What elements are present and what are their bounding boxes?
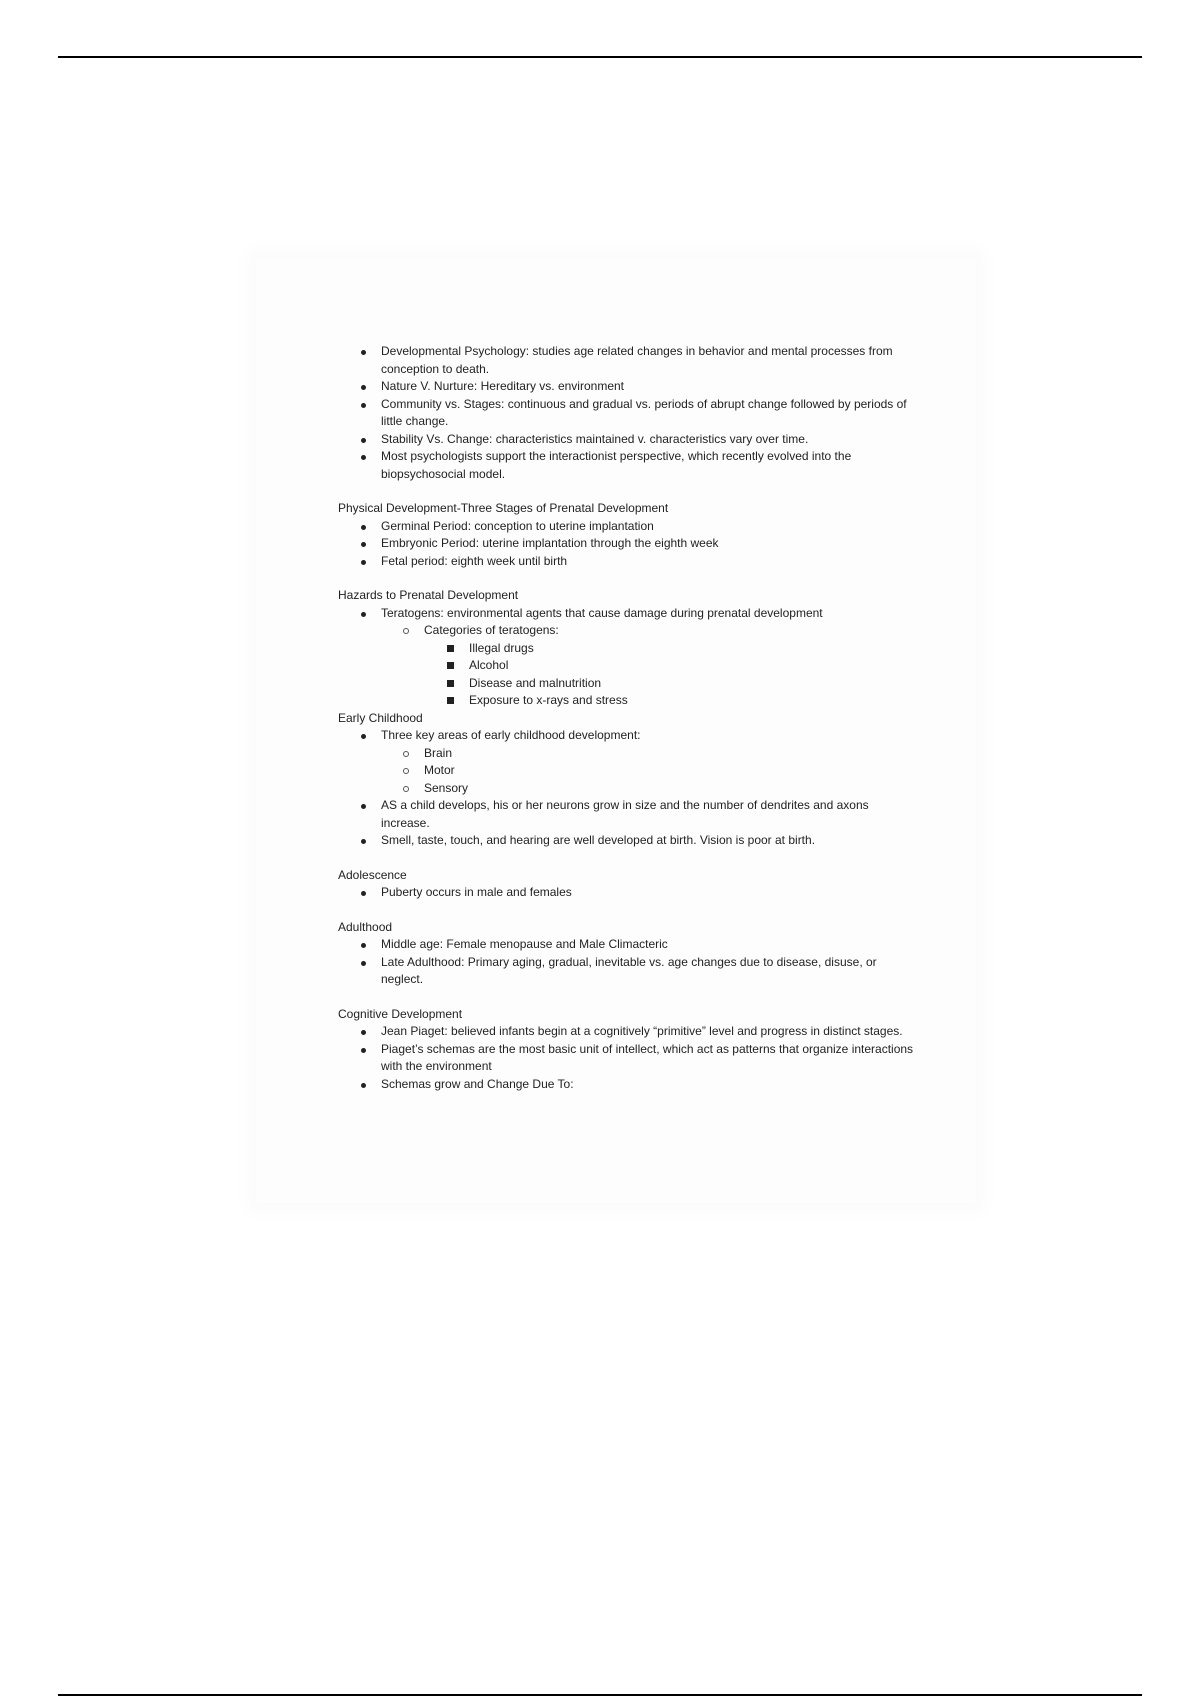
bullet-icon xyxy=(361,943,366,948)
bullet-icon xyxy=(361,438,366,443)
list-item: Middle age: Female menopause and Male Climacteric xyxy=(338,936,918,954)
section-heading-adulthood: Adulthood xyxy=(338,919,393,934)
list-item: Piaget’s schemas are the most basic unit of intellect, which act as patterns that organize interactions with the environment xyxy=(338,1041,918,1076)
bullet-icon xyxy=(361,891,366,896)
square-bullet-icon xyxy=(447,645,454,652)
early-list xyxy=(338,727,918,850)
hazards-list xyxy=(338,605,918,710)
sub-list-item: Motor xyxy=(338,762,918,780)
square-bullet-icon xyxy=(447,662,454,669)
list-item: Schemas grow and Change Due To: xyxy=(338,1076,918,1094)
bullet-icon xyxy=(361,385,366,390)
bullet-icon xyxy=(361,350,366,355)
bullet-icon xyxy=(361,804,366,809)
list-item: AS a child develops, his or her neurons grow in size and the number of dendrites and axons increase. xyxy=(338,797,918,832)
bullet-icon xyxy=(361,734,366,739)
bullet-icon xyxy=(361,1083,366,1088)
sub-list-item: Brain xyxy=(338,745,918,763)
section-heading-physical: Physical Development-Three Stages of Prenatal Development xyxy=(338,501,669,515)
list-item: Embryonic Period: uterine implantation through the eighth week xyxy=(338,535,918,553)
square-bullet-icon xyxy=(447,680,454,687)
notes-content xyxy=(338,343,918,1093)
list-item: Most psychologists support the interactionist perspective, which recently evolved into the biopsychosocial model. xyxy=(338,448,918,483)
top-rule xyxy=(58,56,1142,58)
section-heading-early-childhood: Early Childhood xyxy=(338,710,423,725)
sub-sub-list-item: Exposure to x-rays and stress xyxy=(338,692,918,710)
list-item: Jean Piaget: believed infants begin at a cognitively “primitive” level and progress in distinct stages. xyxy=(338,1023,918,1041)
sub-sub-list-item: Disease and malnutrition xyxy=(338,675,918,693)
bullet-icon xyxy=(361,560,366,565)
bullet-icon xyxy=(361,455,366,460)
list-item: Late Adulthood: Primary aging, gradual, inevitable vs. age changes due to disease, disuse, or neglect. xyxy=(338,954,918,989)
sub-list-item: Sensory xyxy=(338,780,918,798)
bullet-icon xyxy=(361,839,366,844)
list-item: Nature V. Nurture: Hereditary vs. environment xyxy=(338,378,918,396)
sub-sub-list-item: Alcohol xyxy=(338,657,918,675)
hollow-bullet-icon xyxy=(403,786,409,792)
adulthood-list xyxy=(338,936,918,989)
bullet-icon xyxy=(361,1048,366,1053)
list-item: Fetal period: eighth week until birth xyxy=(338,553,918,571)
square-bullet-icon xyxy=(447,697,454,704)
hollow-bullet-icon xyxy=(403,768,409,774)
cognitive-list xyxy=(338,1023,918,1093)
sub-sub-list-item: Illegal drugs xyxy=(338,640,918,658)
bullet-icon xyxy=(361,612,366,617)
section-heading-cognitive: Cognitive Development xyxy=(338,1006,463,1021)
bottom-rule xyxy=(58,1694,1142,1696)
bullet-icon xyxy=(361,961,366,966)
hollow-bullet-icon xyxy=(403,751,409,757)
list-item: Three key areas of early childhood development: xyxy=(338,727,918,745)
bullet-icon xyxy=(361,1030,366,1035)
list-item: Stability Vs. Change: characteristics maintained v. characteristics vary over time. xyxy=(338,431,918,449)
section-heading-hazards: Hazards to Prenatal Development xyxy=(338,588,519,602)
bullet-icon xyxy=(361,525,366,530)
sub-list-item: Categories of teratogens: xyxy=(338,622,918,640)
hollow-bullet-icon xyxy=(403,628,409,634)
physical-list xyxy=(338,518,918,571)
intro-list xyxy=(338,343,918,483)
bullet-icon xyxy=(361,542,366,547)
section-heading-adolescence: Adolescence xyxy=(338,867,407,882)
adolescence-list xyxy=(338,884,918,902)
list-item: Teratogens: environmental agents that cause damage during prenatal development xyxy=(338,605,918,623)
list-item: Puberty occurs in male and females xyxy=(338,884,918,902)
list-item: Community vs. Stages: continuous and gradual vs. periods of abrupt change followed by periods of little change. xyxy=(338,396,918,431)
bullet-icon xyxy=(361,403,366,408)
list-item: Smell, taste, touch, and hearing are well developed at birth. Vision is poor at birth. xyxy=(338,832,918,850)
list-item: Developmental Psychology: studies age related changes in behavior and mental processes from conception to death. xyxy=(338,343,918,378)
list-item: Germinal Period: conception to uterine implantation xyxy=(338,518,918,536)
